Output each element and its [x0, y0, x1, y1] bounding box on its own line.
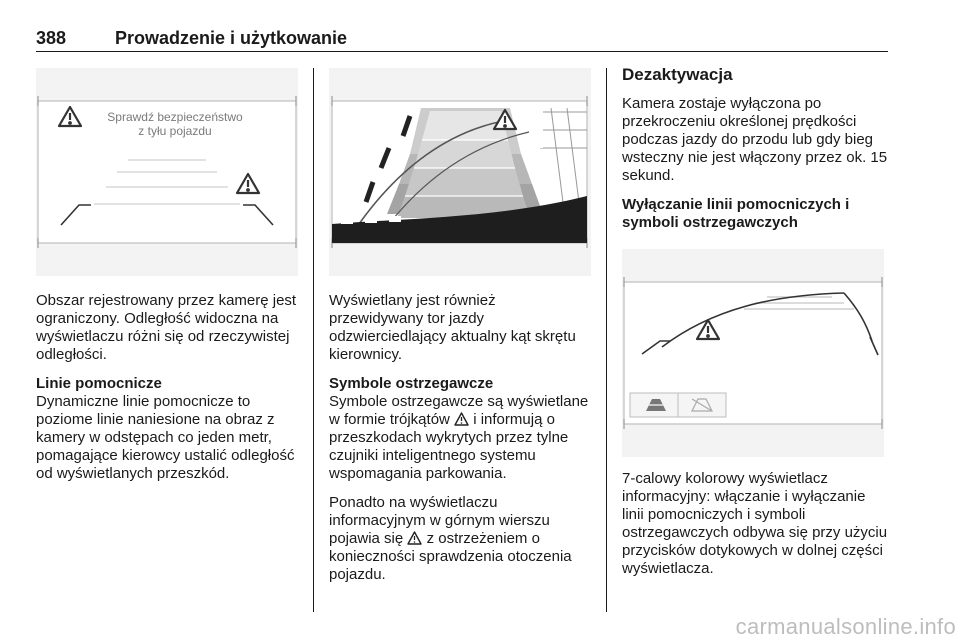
- warning-triangle-icon: [454, 412, 469, 426]
- column-1-text: [36, 292, 298, 494]
- page-title: Prowadzenie i użytkowanie: [115, 28, 348, 48]
- figure-driving-path: [329, 68, 591, 276]
- figure-camera-warning: [36, 68, 298, 276]
- paragraph: [329, 494, 591, 584]
- column-3-text-top: [622, 66, 888, 232]
- section-heading: Wyłączanie linii pomocniczych i symboli ostrzegawczych: [622, 196, 850, 231]
- text-span: Ponadto na wyświetlaczu informacyjnym w górnym wierszu pojawia się: [329, 494, 550, 547]
- paragraph: Dynamiczne linie pomocnicze to poziome linie naniesione na obraz z kamery w odstępach co jeden metr, pomagające kierowcy ustalić odległość od wyświetlanych przeszkód.: [36, 393, 295, 482]
- text-span: i informują o przeszkodach wykrytych przez tylne czujniki inteligentnego systemu wspomagania parkowania.: [329, 411, 569, 482]
- paragraph: 7-calowy kolorowy wyświetlacz informacyjny: włączanie i wyłączanie linii pomocniczych i symboli ostrzegawczych odbywa się przy użyciu przycisków dotykowych w dolnej części wyświetlacza.: [622, 470, 888, 577]
- section-heading: Linie pomocnicze: [36, 375, 162, 392]
- paragraph: Kamera zostaje wyłączona po przekroczeniu określonej prędkości podczas jazdy do przodu lub gdy bieg wsteczny nie jest włączony przez ok. 15 sekund.: [622, 95, 888, 184]
- text-span: z ostrzeżeniem o konieczności sprawdzenia otoczenia pojazdu.: [329, 530, 572, 583]
- figure-touch-buttons: [622, 249, 884, 457]
- paragraph: Wyświetlany jest również przewidywany tor jazdy odzwierciedlający aktualny kąt skrętu kierownicy.: [329, 292, 576, 363]
- text-span: Symbole ostrzegawcze są wyświetlane w formie trójkątów: [329, 393, 589, 428]
- page-number: 388: [36, 28, 67, 48]
- paragraph: Obszar rejestrowany przez kamerę jest ograniczony. Odległość widoczna na wyświetlaczu różni się od rzeczywistej odległości.: [36, 292, 297, 363]
- overlay-message-line2: z tyłu pojazdu: [138, 124, 212, 138]
- column-2-text: [329, 292, 591, 595]
- watermark: carmanualsonline.info: [735, 614, 956, 639]
- touch-button-bar: [630, 393, 726, 417]
- column-divider-1: [313, 68, 314, 612]
- page-header: [36, 25, 888, 52]
- column-divider-2: [606, 68, 607, 612]
- column-3-text-bottom: [622, 470, 888, 589]
- section-title: Dezaktywacja: [622, 65, 733, 84]
- paragraph: [329, 393, 591, 483]
- warning-triangle-icon: [407, 531, 422, 545]
- overlay-message-line1: Sprawdź bezpieczeństwo: [107, 110, 243, 124]
- section-heading: Symbole ostrzegawcze: [329, 375, 494, 392]
